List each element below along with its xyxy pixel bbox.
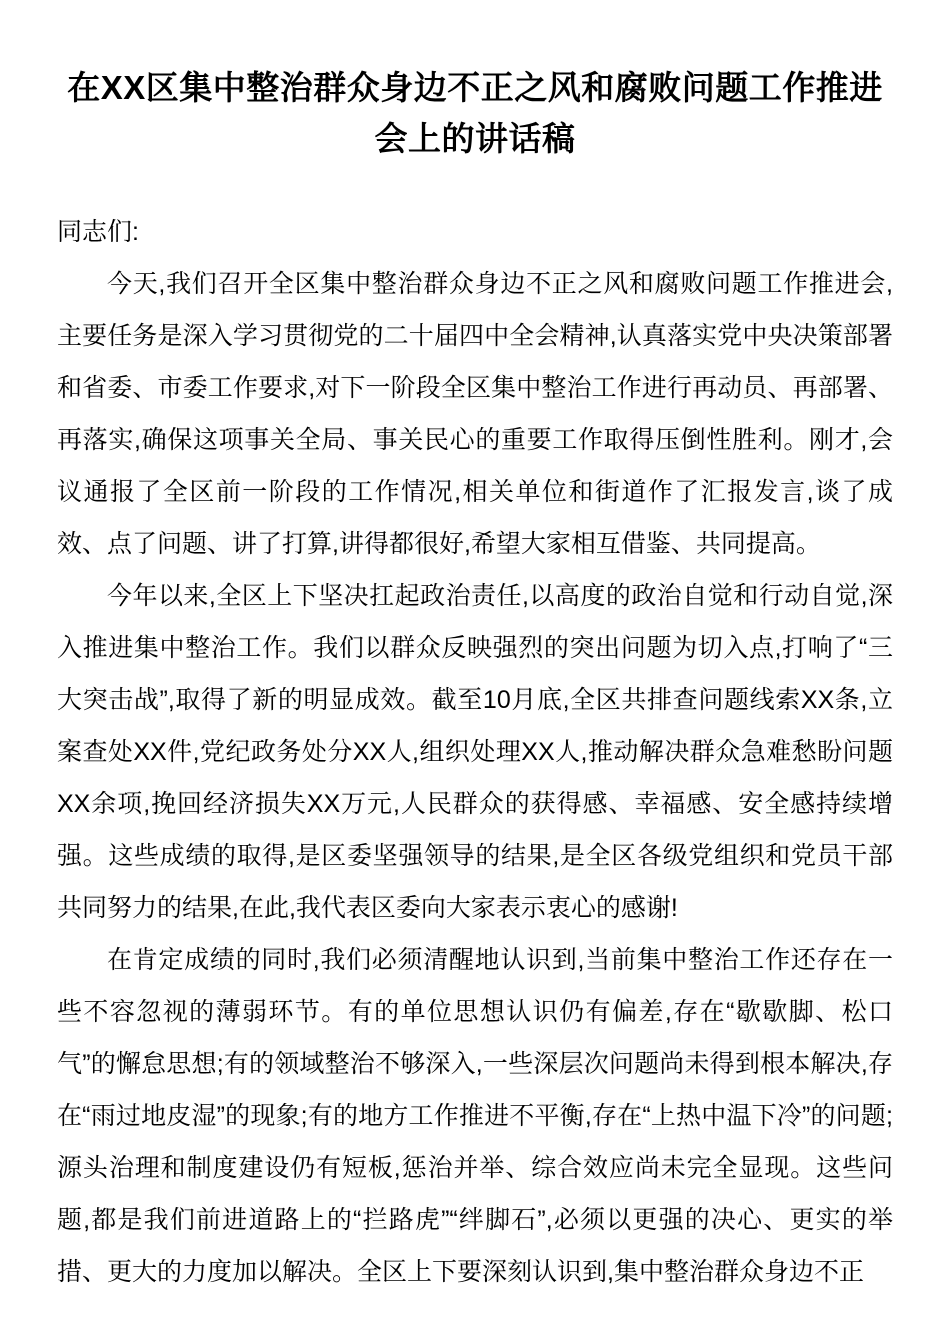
page-title: 在XX区集中整治群众身边不正之风和腐败问题工作推进会上的讲话稿 — [67, 69, 883, 157]
document-body — [57, 206, 893, 1298]
body-paragraph-2: 今年以来,全区上下坚决扛起政治责任,以高度的政治自觉和行动自觉,深入推进集中整治工作。我们以群众反映强烈的突出问题为切入点,打响了“三大突击战”,取得了新的明显成效。截至10月底,全区共排查问题线索XX条,立案查处XX件,党纪政务处分XX人,组织处理XX人,推动解决群众急难愁盼问题XX余项,挽回经济损失XX万元,人民群众的获得感、幸福感、安全感持续增强。这些成绩的取得,是区委坚强领导的结果,是全区各级党组织和党员干部共同努力的结果,在此,我代表区委向大家表示衷心的感谢! — [57, 582, 893, 922]
salutation: 同志们: — [57, 218, 139, 246]
body-paragraph-1: 今天,我们召开全区集中整治群众身边不正之风和腐败问题工作推进会,主要任务是深入学习贯彻党的二十届四中全会精神,认真落实党中央决策部署和省委、市委工作要求,对下一阶段全区集中整治工作进行再动员、再部署、再落实,确保这项事关全局、事关民心的重要工作取得压倒性胜利。刚才,会议通报了全区前一阶段的工作情况,相关单位和街道作了汇报发言,谈了成效、点了问题、讲了打算,讲得都很好,希望大家相互借鉴、共同提高。 — [57, 270, 893, 558]
body-paragraph-3: 在肯定成绩的同时,我们必须清醒地认识到,当前集中整治工作还存在一些不容忽视的薄弱环节。有的单位思想认识仍有偏差,存在“歇歇脚、松口气”的懈怠思想;有的领域整治不够深入,一些深层次问题尚未得到根本解决,存在“雨过地皮湿”的现象;有的地方工作推进不平衡,存在“上热中温下冷”的问题;源头治理和制度建设仍有短板,惩治并举、综合效应尚未完全显现。这些问题,都是我们前进道路上的“拦路虎”“绊脚石”,必须以更强的决心、更实的举措、更大的力度加以解决。全区上下要深刻认识到,集中整治群众身边不正 — [57, 946, 893, 1286]
